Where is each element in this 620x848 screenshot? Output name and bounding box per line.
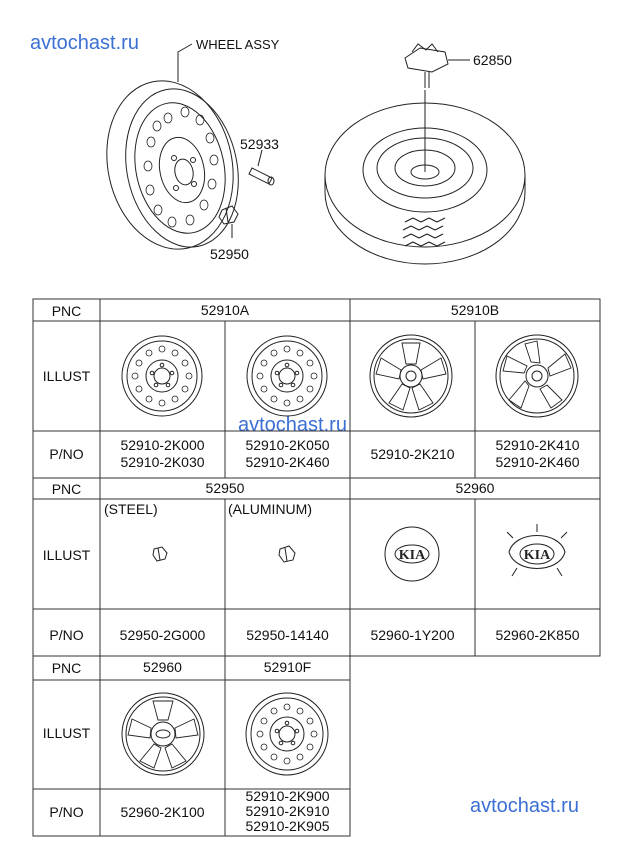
steel-nut-illust xyxy=(153,547,167,561)
steel-wheel-illust-2 xyxy=(247,336,327,416)
spare-tire-drawing xyxy=(325,44,525,264)
alloy-wheel-illust-1 xyxy=(370,335,452,417)
alloy-wheel-illust-3 xyxy=(122,693,204,775)
steel-wheel-illust-3 xyxy=(246,693,328,775)
steel-label: (STEEL) xyxy=(104,501,158,517)
steel-wheel-illust-1 xyxy=(122,336,202,416)
part-number-cell xyxy=(225,789,350,834)
aluminum-nut-illust xyxy=(279,546,295,562)
row-label-illust-2: ILLUST xyxy=(42,547,91,563)
part-number: 52910-2K000 xyxy=(120,437,205,453)
alloy-wheel-illust-2 xyxy=(496,335,578,417)
callout-62850: 62850 xyxy=(473,52,512,68)
pnc-52950: 52950 xyxy=(205,480,245,496)
part-number: 52910-2K900 xyxy=(245,788,330,804)
part-number: 52960-1Y200 xyxy=(370,627,455,643)
row-label-pno-1: P/NO xyxy=(49,446,84,462)
callout-52950: 52950 xyxy=(210,246,249,262)
valve-stem xyxy=(249,150,274,185)
row-label-pnc-3: PNC xyxy=(51,660,82,676)
part-number: 52910-2K210 xyxy=(370,446,455,462)
part-number: 52950-14140 xyxy=(246,627,329,643)
watermark-top: avtochast.ru xyxy=(30,32,139,54)
row-label-pnc-1: PNC xyxy=(51,303,82,319)
wheel-assy-drawing xyxy=(92,44,274,261)
kia-logo-text-2: KIA xyxy=(523,548,551,563)
part-number: 52910-2K050 xyxy=(245,437,330,453)
part-number: 52950-2G000 xyxy=(119,627,206,643)
watermark-middle: avtochast.ru xyxy=(238,414,347,436)
wheel-assy-label: WHEEL ASSY xyxy=(196,37,280,52)
part-number: 52910-2K460 xyxy=(495,454,580,470)
pnc-52960: 52960 xyxy=(455,480,495,496)
row-label-pno-3: P/NO xyxy=(49,804,84,820)
row-label-illust-1: ILLUST xyxy=(42,368,91,384)
part-number-cell xyxy=(225,437,350,471)
pnc-52910b: 52910B xyxy=(450,302,500,318)
row-label-pnc-2: PNC xyxy=(51,481,82,497)
part-number: 52910-2K410 xyxy=(495,437,580,453)
part-number: 52910-2K030 xyxy=(120,454,205,470)
pnc-52960-sec3: 52960 xyxy=(143,659,182,675)
callout-52933: 52933 xyxy=(240,136,279,152)
part-number-cell xyxy=(100,437,225,471)
part-number: 52910-2K460 xyxy=(245,454,330,470)
kia-logo-text-1: KIA xyxy=(398,548,426,563)
part-number-cell xyxy=(475,437,600,471)
part-number-cell xyxy=(350,446,475,463)
part-number: 52960-2K850 xyxy=(495,627,580,643)
watermark-bottom: avtochast.ru xyxy=(470,795,579,817)
part-number: 52910-2K910 xyxy=(245,803,330,819)
row-label-pno-2: P/NO xyxy=(49,627,84,643)
pnc-52910a: 52910A xyxy=(200,302,250,318)
pnc-52910f: 52910F xyxy=(263,659,312,675)
row-label-illust-3: ILLUST xyxy=(42,725,91,741)
hold-down-bolt xyxy=(405,44,470,88)
part-number-cell xyxy=(100,804,225,821)
aluminum-label: (ALUMINUM) xyxy=(228,501,312,517)
part-number: 52960-2K100 xyxy=(120,804,205,820)
part-number: 52910-2K905 xyxy=(245,818,330,834)
